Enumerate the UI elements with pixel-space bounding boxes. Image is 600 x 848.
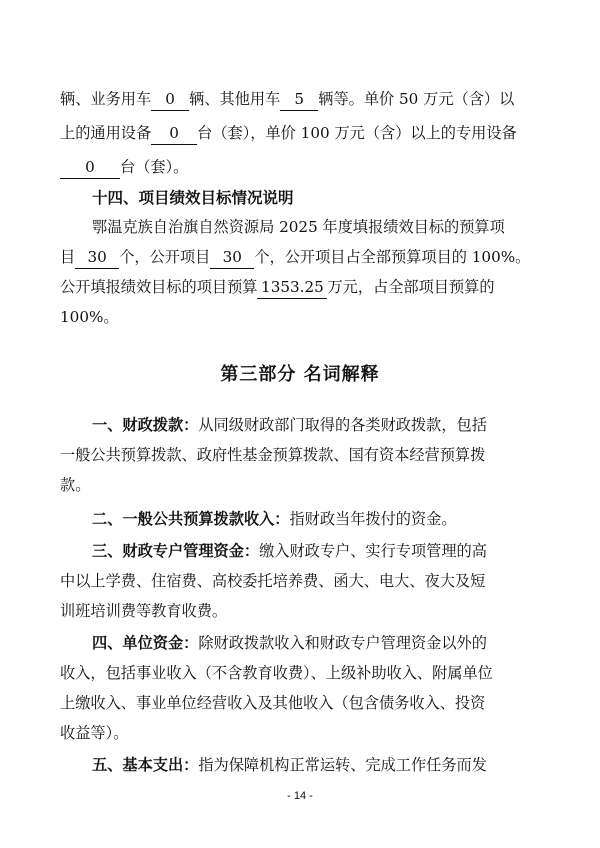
term-3-label: 三、财政专户管理资金：: [92, 542, 260, 560]
text: 辆、其他用车: [189, 90, 281, 108]
text: 目: [60, 248, 76, 266]
text: 台（套），单价 100 万元（含）以上的专用设备: [197, 124, 517, 142]
term-4-line-1: [92, 632, 487, 654]
term-5-label: 五、基本支出：: [92, 756, 199, 774]
section-14-line-3: [60, 276, 495, 299]
term-4-line-2: 收入，包括事业收入（不含教育收费）、上级补助收入、附属单位: [60, 664, 493, 682]
page-number: - 14 -: [287, 790, 313, 802]
term-2-label: 二、一般公共预算拨款收入：: [92, 510, 290, 528]
term-2-line-1: [92, 508, 457, 530]
text: 指为保障机构正常运转、完成工作任务而发: [198, 756, 487, 774]
text: 辆、业务用车: [60, 90, 152, 108]
term-4-label: 四、单位资金：: [92, 634, 199, 652]
section-14-line-4: 100%。: [60, 308, 119, 326]
vehicles-line-3: [60, 156, 188, 179]
section-14-line-1: 鄂温克族自治旗自然资源局 2025 年度填报绩效目标的预算项: [92, 218, 505, 236]
text: 个，公开项目: [119, 248, 211, 266]
text: 辆等。单价 50 万元（含）以: [318, 90, 515, 108]
vehicles-line-1: [60, 88, 514, 111]
project-budget-amount: 1353.25: [257, 276, 327, 299]
term-1-label: 一、财政拨款：: [92, 416, 199, 434]
text: 从同级财政部门取得的各类财政拨款，包括: [198, 416, 487, 434]
text: 公开填报绩效目标的项目预算: [60, 278, 258, 296]
other-cars-value: 5: [280, 88, 318, 111]
text: 缴入财政专户、实行专项管理的高: [259, 542, 487, 560]
term-1-line-2: 一般公共预算拨款、政府性基金预算拨款、国有资本经营预算拨: [60, 446, 486, 464]
text: 上的通用设备: [60, 124, 152, 142]
term-3-line-3: 训班培训费等教育收费。: [60, 602, 228, 620]
term-1-line-1: [92, 414, 487, 436]
term-4-line-4: 收益等）。: [60, 724, 129, 742]
term-5-line-1: [92, 754, 487, 776]
term-3-line-1: [92, 540, 487, 562]
business-cars-value: 0: [151, 88, 189, 111]
term-3-line-2: 中以上学费、住宿费、高校委托培养费、函大、电大、夜大及短: [60, 572, 486, 590]
text: 台（套）。: [120, 158, 189, 176]
special-equipment-value: 0: [60, 156, 120, 179]
vehicles-line-2: [60, 122, 517, 145]
text: 万元，占全部项目预算的: [327, 278, 495, 296]
text: 个，公开项目占全部预算项目的 100%。: [254, 248, 531, 266]
section-14-line-2: [60, 246, 530, 269]
text: 除财政拨款收入和财政专户管理资金以外的: [198, 634, 487, 652]
text: 指财政当年拨付的资金。: [289, 510, 457, 528]
budget-projects-value: 30: [75, 246, 119, 269]
public-projects-value: 30: [210, 246, 254, 269]
term-1-line-3: 款。: [60, 476, 91, 494]
general-equipment-value: 0: [151, 122, 197, 145]
part-3-title: 第三部分 名词解释: [220, 364, 380, 385]
term-4-line-3: 上缴收入、事业单位经营收入及其他收入（包含债务收入、投资: [60, 694, 486, 712]
section-14-heading: 十四、项目绩效目标情况说明: [92, 188, 294, 207]
